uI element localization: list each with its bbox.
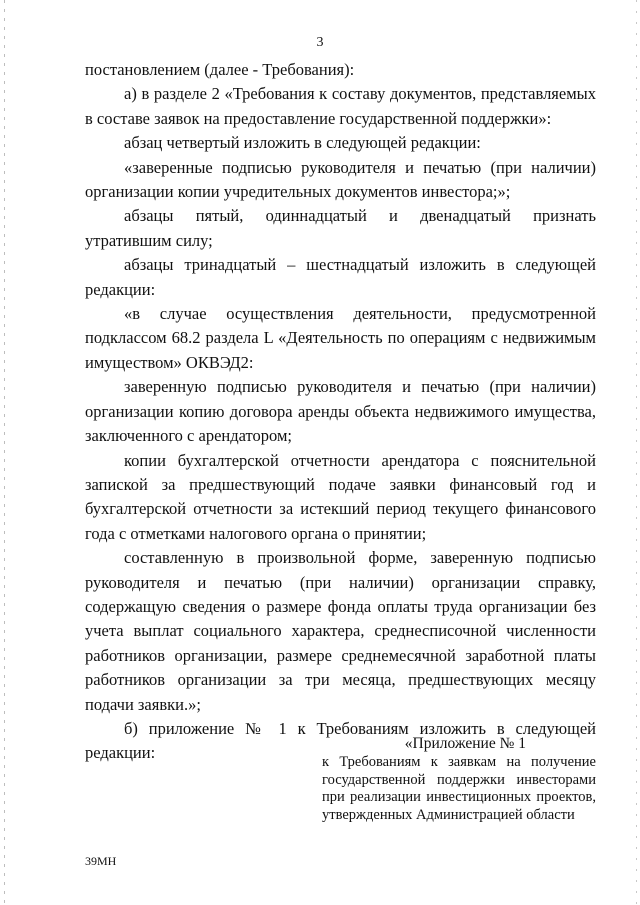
paragraph: б) приложение № 1 к Требованиям изложить в следующей редакции:: [85, 718, 596, 763]
paragraph: «в случае осуществления деятельности, предусмотренной подклассом 68.2 раздела L «Деятельность по операциям с недвижимым имуществом» ОКВЭД2:: [85, 304, 596, 372]
paragraph: абзацы тринадцатый – шестнадцатый изложить в следующей редакции:: [85, 255, 596, 299]
paragraph: копии бухгалтерской отчетности арендатора с пояснительной запиской за предшествующий подаче заявки финансовый год и бухгалтерской отчетности за истекший период текущего финансового года с отметками налогового органа о принятии;: [85, 450, 596, 543]
document-body: [85, 58, 596, 766]
appendix-title: «Приложение № 1: [404, 735, 526, 752]
paragraph: заверенную подписью руководителя и печатью (при наличии) организации копию договора аренды объекта недвижимого имущества, заключенного с арендатором;: [85, 377, 596, 446]
paragraph: абзац четвертый изложить в следующей редакции:: [124, 133, 481, 153]
paragraph: постановлением (далее - Требования):: [85, 60, 355, 79]
paragraph: а) в разделе 2 «Требования к составу документов, представляемых в составе заявок на предоставление государственной поддержки»:: [85, 84, 596, 128]
paragraph: «заверенные подписью руководителя и печатью (при наличии) организации копии учредительных документов инвестора;»;: [85, 157, 596, 202]
footer-document-code: 39МН: [85, 854, 117, 868]
page-number: 3: [316, 35, 324, 50]
paragraph: абзацы пятый, одиннадцатый и двенадцатый признать утратившим силу;: [85, 206, 596, 250]
appendix-header: [322, 735, 596, 824]
appendix-description: к Требованиям к заявкам на получение государственной поддержки инвесторами при реализации инвестиционных проектов, утвержденных Администрацией области: [322, 754, 596, 823]
scan-edge-left: [4, 0, 5, 905]
scan-edge-right: [636, 0, 637, 905]
paragraph: составленную в произвольной форме, заверенную подписью руководителя и печатью (при наличии) организации справку, содержащую сведения о размере фонда оплаты труда организации без учета выплат социального характера, среднесписочной численности работников организации, размере среднемесячной заработной платы работников организации за три месяца, предшествующих месяцу подачи заявки.»;: [85, 548, 596, 714]
